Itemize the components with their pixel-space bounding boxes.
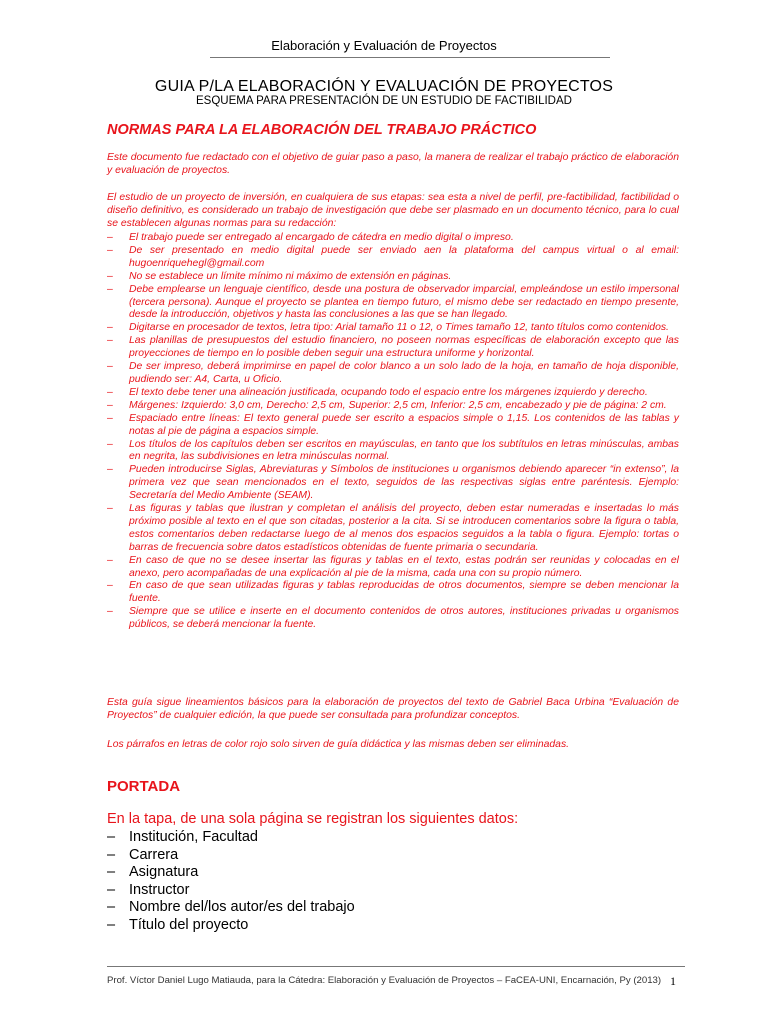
list-item xyxy=(107,271,679,284)
portada-list xyxy=(107,829,355,935)
list-item-text: Carrera xyxy=(129,846,179,863)
dash-bullet: – xyxy=(107,829,116,845)
dash-bullet: – xyxy=(107,399,113,411)
list-item-text: El texto debe tener una alineación justificada, ocupando todo el espacio entre los márgenes izquierdo y derecho. xyxy=(129,386,648,398)
list-item-text: Las planillas de presupuestos del estudio financiero, no poseen normas específicas de elaboración excepto que las proyecciones de tiempo en lo posible deben seguir una estructura uniforme y horizontal. xyxy=(129,335,679,360)
dash-bullet: – xyxy=(107,846,116,863)
list-item-text: Institución, Facultad xyxy=(129,829,258,845)
list-item-text: No se establece un límite mínimo ni máximo de extensión en páginas. xyxy=(129,270,452,282)
dash-bullet: – xyxy=(107,283,113,295)
list-item-text: De ser presentado en medio digital puede ser enviado aen la plataforma del campus virtual o al email: hugoenriquehegl@gmail.com xyxy=(129,244,679,269)
list-item xyxy=(107,606,679,632)
dash-bullet: – xyxy=(107,881,116,898)
dash-bullet: – xyxy=(107,270,113,282)
list-item xyxy=(107,322,679,335)
dash-bullet: – xyxy=(107,606,113,618)
list-item-text: Las figuras y tablas que ilustran y completan el análisis del proyecto, deben estar numeradas e insertadas lo más próximo posible al texto en el que son citadas, posterior a la cita. Si se introducen comentarios sobre la figura o tabla, estos comentarios deben redactarse luego de al menos dos espacios seguidos a la tabla o figura. Ejemplo: tortas o barras de frecuencia sobre datos estadísticos obtenidas de fuente primaria o secundaria. xyxy=(129,503,679,553)
dash-bullet: – xyxy=(107,361,113,373)
dash-bullet: – xyxy=(107,335,113,347)
list-item-text: Márgenes: Izquierdo: 3,0 cm, Derecho: 2,5 cm, Superior: 2,5 cm, Inferior: 2,5 cm, encabezado y pie de página: 2 cm. xyxy=(129,399,667,411)
dash-bullet: – xyxy=(107,916,116,933)
list-item-text: Instructor xyxy=(129,881,190,898)
list-item xyxy=(107,555,679,581)
list-item-text: En caso de que no se desee insertar las figuras y tablas en el texto, estas podrán ser reunidas y colocadas en el anexo, pero acompañadas de una explicación al pie de la misma, cada una con su propio número. xyxy=(129,554,679,579)
list-item xyxy=(107,864,355,882)
running-header: Elaboración y Evaluación de Proyectos xyxy=(271,38,497,53)
list-item-text: Debe emplearse un lenguaje científico, desde una postura de observador imparcial, empleándose un estilo impersonal (tercera persona). Aunque el proyecto se plantea en tiempo futuro, el mismo debe ser redactado en tiempo presente, desde la introducción, objetivos y hasta las conclusiones a las que se han llegado. xyxy=(129,283,679,321)
list-item-text: Los títulos de los capítulos deben ser escritos en mayúsculas, en tanto que los subtítulos en letras minúsculas, ambas en negrita, las subdivisiones en letra minúsculas normal. xyxy=(129,438,679,463)
list-item xyxy=(107,829,355,847)
list-item-text: En caso de que sean utilizadas figuras y tablas reproducidas de otros documentos, siempre se deben mencionar la fuente. xyxy=(129,580,679,605)
list-item-text: Digitarse en procesador de textos, letra tipo: Arial tamaño 11 o 12, o Times tamaño 12, tanto títulos como contenidos. xyxy=(129,322,669,334)
list-item xyxy=(107,400,679,413)
dash-bullet: – xyxy=(107,464,113,476)
dash-bullet: – xyxy=(107,232,113,243)
list-item-text: Nombre del/los autor/es del trabajo xyxy=(129,899,355,916)
footer-rule xyxy=(107,966,685,967)
section-heading-normas: NORMAS PARA LA ELABORACIÓN DEL TRABAJO PRÁCTICO xyxy=(107,122,537,138)
document-subtitle: ESQUEMA PARA PRESENTACIÓN DE UN ESTUDIO DE FACTIBILIDAD xyxy=(196,95,572,107)
list-item xyxy=(107,917,355,935)
list-item-text: Siempre que se utilice e inserte en el documento contenidos de otros autores, instituciones privadas u organismos públicos, se deberá mencionar la fuente. xyxy=(129,606,679,631)
list-item-text: El trabajo puede ser entregado al encargado de cátedra en medio digital o impreso. xyxy=(129,232,514,243)
list-item xyxy=(107,335,679,361)
dash-bullet: – xyxy=(107,412,113,424)
normas-list xyxy=(107,232,679,632)
dash-bullet: – xyxy=(107,244,113,256)
intro-paragraph-2: El estudio de un proyecto de inversión, en cualquiera de sus etapas: sea esta a nivel de perfil, pre-factibilidad, factibilidad o diseño definitivo, es considerado un trabajo de investigación que debe ser plasmado en un documento técnico, para lo cual se establecen algunas normas para su redacción: xyxy=(107,192,679,229)
list-item xyxy=(107,245,679,271)
list-item xyxy=(107,387,679,400)
list-item xyxy=(107,361,679,387)
page-number: 1 xyxy=(670,974,676,988)
footer-text: Prof. Víctor Daniel Lugo Matiauda, para la Cátedra: Elaboración y Evaluación de Proyectos – FaCEA-UNI, Encarnación, Py (2013) xyxy=(107,975,662,986)
dash-bullet: – xyxy=(107,864,116,881)
list-item xyxy=(107,284,679,323)
dash-bullet: – xyxy=(107,386,113,398)
portada-intro: En la tapa, de una sola página se registran los siguientes datos: xyxy=(107,811,519,827)
list-item xyxy=(107,580,679,606)
dash-bullet: – xyxy=(107,554,113,566)
header-rule xyxy=(210,57,610,58)
closing-paragraph-1: Esta guía sigue lineamientos básicos para la elaboración de proyectos del texto de Gabriel Baca Urbina “Evaluación de Proyectos” de cualquier edición, la que puede ser consultada para profundizar conceptos. xyxy=(107,697,679,721)
list-item xyxy=(107,232,679,245)
document-title: GUIA P/LA ELABORACIÓN Y EVALUACIÓN DE PROYECTOS xyxy=(154,78,614,95)
list-item xyxy=(107,503,679,555)
list-item xyxy=(107,899,355,917)
list-item-text: Asignatura xyxy=(129,864,199,881)
list-item xyxy=(107,847,355,865)
dash-bullet: – xyxy=(107,503,113,515)
list-item-text: Espaciado entre líneas: El texto general puede ser escrito a espacios simple o 1,15. Los contenidos de las tablas y notas al pie de página a espacios simple. xyxy=(129,412,679,437)
dash-bullet: – xyxy=(107,899,116,916)
list-item xyxy=(107,413,679,439)
list-item-text: Pueden introducirse Siglas, Abreviaturas y Símbolos de instituciones u organismos debiendo aparecer “in extenso”, la primera vez que sean mencionados en el texto, seguidos de las respectivas siglas entre paréntesis. Ejemplo: Secretaría del Medio Ambiente (SEAM). xyxy=(129,464,679,502)
section-heading-portada: PORTADA xyxy=(107,778,181,795)
intro-paragraph-1: Este documento fue redactado con el objetivo de guiar paso a paso, la manera de realizar el trabajo práctico de elaboración y evaluación de proyectos. xyxy=(107,152,679,176)
dash-bullet: – xyxy=(107,322,113,334)
list-item xyxy=(107,464,679,503)
list-item-text: Título del proyecto xyxy=(129,916,249,933)
dash-bullet: – xyxy=(107,438,113,450)
list-item xyxy=(107,439,679,465)
dash-bullet: – xyxy=(107,580,113,592)
list-item-text: De ser impreso, deberá imprimirse en papel de color blanco a un solo lado de la hoja, en tamaño de hoja disponible, pudiendo ser: A4, Carta, u Oficio. xyxy=(129,361,679,385)
closing-paragraph-2: Los párrafos en letras de color rojo solo sirven de guía didáctica y las mismas deben ser eliminadas. xyxy=(107,739,570,750)
list-item xyxy=(107,882,355,900)
